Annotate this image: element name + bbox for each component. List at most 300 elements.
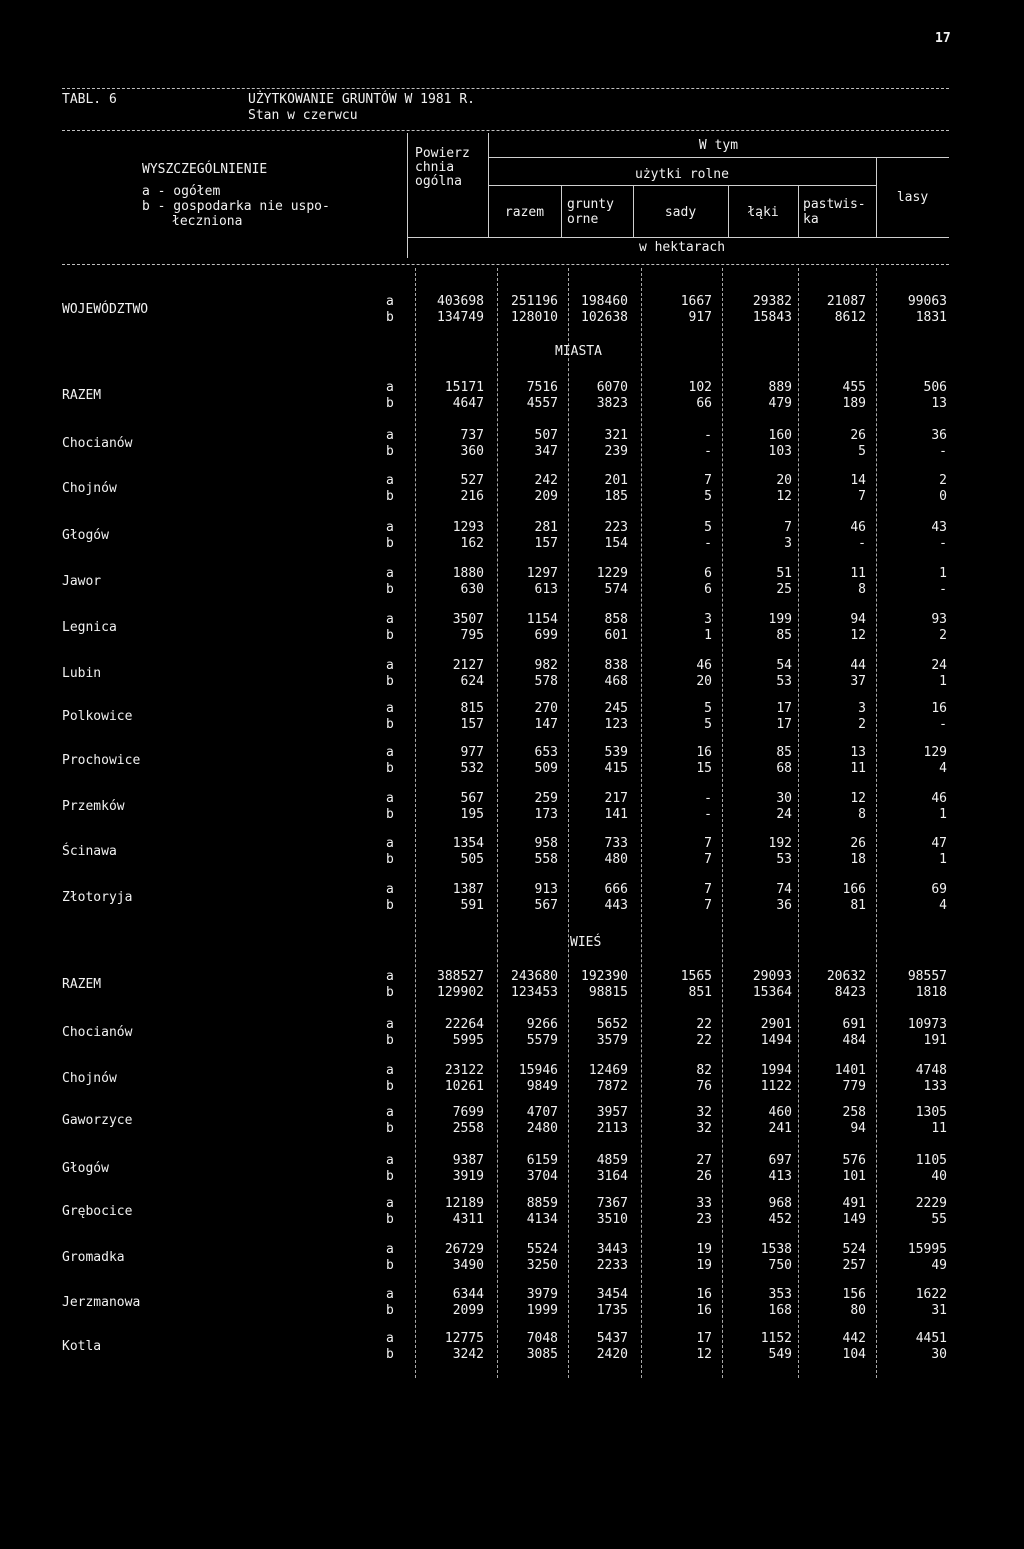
- cell-laki-a: 1538: [760, 1242, 792, 1257]
- cell-grunty-orne-a: 539: [604, 745, 628, 760]
- cell-razem-a: 913: [534, 882, 558, 897]
- cell-grunty-orne-a: 3454: [596, 1287, 628, 1302]
- cell-pastwiska-a: 26: [850, 836, 866, 851]
- cell-razem-a: 270: [534, 701, 558, 716]
- cell-grunty-orne-a: 5437: [596, 1331, 628, 1346]
- cell-grunty-orne-a: 733: [604, 836, 628, 851]
- pastwiska-header-1: pastwis-: [803, 197, 866, 212]
- row-variant-a: a: [386, 1017, 394, 1032]
- cell-lasy-a: 47: [931, 836, 947, 851]
- cell-sady-a: 5: [704, 520, 712, 535]
- cell-pastwiska-a: 3: [858, 701, 866, 716]
- row-name: RAZEM: [62, 388, 102, 403]
- cell-grunty-orne-a: 858: [604, 612, 628, 627]
- cell-grunty-orne-b: 154: [604, 536, 628, 551]
- row-variant-a: a: [386, 380, 394, 395]
- cell-sady-a: 1565: [680, 969, 712, 984]
- cell-sady-a: 46: [696, 658, 712, 673]
- cell-lasy-a: 10973: [907, 1017, 947, 1032]
- cell-area-b: 505: [460, 852, 484, 867]
- cell-area-a: 26729: [444, 1242, 484, 1257]
- cell-lasy-b: 0: [939, 489, 947, 504]
- cell-sady-b: 917: [688, 310, 712, 325]
- cell-grunty-orne-b: 443: [604, 898, 628, 913]
- cell-area-a: 7699: [452, 1105, 484, 1120]
- cell-pastwiska-b: 94: [850, 1121, 866, 1136]
- cell-laki-a: 460: [768, 1105, 792, 1120]
- cell-lasy-a: 1305: [915, 1105, 947, 1120]
- cell-pastwiska-b: 81: [850, 898, 866, 913]
- rule: [561, 186, 562, 237]
- cell-sady-a: 7: [704, 836, 712, 851]
- row-variant-b: b: [386, 310, 394, 325]
- row-variant-b: b: [386, 396, 394, 411]
- cell-razem-b: 4557: [526, 396, 558, 411]
- area-header-2: chnia: [415, 160, 455, 175]
- cell-area-a: 12775: [444, 1331, 484, 1346]
- cell-sady-a: -: [704, 791, 712, 806]
- cell-laki-b: 36: [776, 898, 792, 913]
- row-variant-b: b: [386, 1212, 394, 1227]
- table-label: TABL. 6: [62, 92, 117, 107]
- row-name: Przemków: [62, 799, 125, 814]
- cell-sady-a: 82: [696, 1063, 712, 1078]
- cell-laki-b: 103: [768, 444, 792, 459]
- cell-grunty-orne-b: 3510: [596, 1212, 628, 1227]
- cell-pastwiska-a: 576: [842, 1153, 866, 1168]
- cell-laki-b: 1494: [760, 1033, 792, 1048]
- cell-razem-a: 15946: [518, 1063, 558, 1078]
- cell-area-a: 527: [460, 473, 484, 488]
- cell-razem-a: 982: [534, 658, 558, 673]
- cell-pastwiska-b: 149: [842, 1212, 866, 1227]
- cell-sady-a: 102: [688, 380, 712, 395]
- cell-pastwiska-b: 12: [850, 628, 866, 643]
- cell-sady-b: 7: [704, 852, 712, 867]
- row-variant-a: a: [386, 1153, 394, 1168]
- cell-grunty-orne-b: 2113: [596, 1121, 628, 1136]
- cell-pastwiska-b: 11: [850, 761, 866, 776]
- cell-lasy-b: 31: [931, 1303, 947, 1318]
- row-name: Gromadka: [62, 1250, 125, 1265]
- cell-pastwiska-b: 257: [842, 1258, 866, 1273]
- row-name: Złotoryja: [62, 890, 133, 905]
- row-variant-b: b: [386, 536, 394, 551]
- section-wies: WIEŚ: [570, 935, 602, 950]
- cell-sady-a: 6: [704, 566, 712, 581]
- row-name: Głogów: [62, 1161, 109, 1176]
- cell-area-a: 1387: [452, 882, 484, 897]
- row-variant-a: a: [386, 1105, 394, 1120]
- page-number: 17: [935, 31, 951, 46]
- cell-razem-a: 281: [534, 520, 558, 535]
- cell-grunty-orne-b: 3823: [596, 396, 628, 411]
- cell-lasy-a: 2229: [915, 1196, 947, 1211]
- cell-grunty-orne-b: 123: [604, 717, 628, 732]
- cell-lasy-b: 1: [939, 674, 947, 689]
- cell-laki-b: 479: [768, 396, 792, 411]
- cell-sady-a: 3: [704, 612, 712, 627]
- cell-lasy-a: 4451: [915, 1331, 947, 1346]
- cell-laki-b: 750: [768, 1258, 792, 1273]
- cell-area-b: 624: [460, 674, 484, 689]
- cell-pastwiska-a: 156: [842, 1287, 866, 1302]
- cell-razem-a: 251196: [511, 294, 558, 309]
- cell-pastwiska-b: 101: [842, 1169, 866, 1184]
- cell-lasy-a: 99063: [907, 294, 947, 309]
- row-variant-a: a: [386, 1331, 394, 1346]
- row-name: Lubin: [62, 666, 102, 681]
- row-variant-a: a: [386, 969, 394, 984]
- cell-sady-a: 5: [704, 701, 712, 716]
- cell-pastwiska-b: 8: [858, 582, 866, 597]
- cell-razem-a: 958: [534, 836, 558, 851]
- cell-lasy-b: 1831: [915, 310, 947, 325]
- cell-laki-b: 85: [776, 628, 792, 643]
- cell-area-b: 532: [460, 761, 484, 776]
- cell-laki-a: 30: [776, 791, 792, 806]
- row-variant-b: b: [386, 807, 394, 822]
- cell-razem-b: 509: [534, 761, 558, 776]
- top-rule: [62, 88, 949, 89]
- cell-sady-a: -: [704, 428, 712, 443]
- cell-razem-b: 1999: [526, 1303, 558, 1318]
- cell-pastwiska-a: 166: [842, 882, 866, 897]
- row-name: WOJEWÓDZTWO: [62, 302, 149, 317]
- cell-sady-b: 7: [704, 898, 712, 913]
- cell-lasy-a: 69: [931, 882, 947, 897]
- cell-grunty-orne-a: 7367: [596, 1196, 628, 1211]
- cell-lasy-b: -: [939, 582, 947, 597]
- cell-lasy-a: 2: [939, 473, 947, 488]
- cell-lasy-b: 30: [931, 1347, 947, 1362]
- cell-lasy-a: 98557: [907, 969, 947, 984]
- row-variant-a: a: [386, 745, 394, 760]
- row-name: Chojnów: [62, 1071, 117, 1086]
- cell-area-a: 815: [460, 701, 484, 716]
- cell-pastwiska-b: 189: [842, 396, 866, 411]
- row-variant-a: a: [386, 612, 394, 627]
- cell-lasy-b: 133: [923, 1079, 947, 1094]
- cell-grunty-orne-a: 4859: [596, 1153, 628, 1168]
- cell-area-b: 129902: [437, 985, 484, 1000]
- row-name: Chocianów: [62, 436, 133, 451]
- w-tym-header: W tym: [698, 138, 739, 153]
- cell-razem-b: 613: [534, 582, 558, 597]
- cell-lasy-b: 49: [931, 1258, 947, 1273]
- row-variant-a: a: [386, 294, 394, 309]
- unit-header: w hektarach: [638, 240, 726, 255]
- cell-pastwiska-a: 691: [842, 1017, 866, 1032]
- cell-laki-b: 53: [776, 674, 792, 689]
- cell-area-b: 630: [460, 582, 484, 597]
- cell-pastwiska-b: 80: [850, 1303, 866, 1318]
- cell-laki-a: 85: [776, 745, 792, 760]
- cell-laki-a: 20: [776, 473, 792, 488]
- row-name: Jawor: [62, 574, 102, 589]
- cell-sady-b: 12: [696, 1347, 712, 1362]
- cell-pastwiska-a: 14: [850, 473, 866, 488]
- cell-grunty-orne-a: 1229: [596, 566, 628, 581]
- cell-razem-b: 9849: [526, 1079, 558, 1094]
- cell-laki-a: 7: [784, 520, 792, 535]
- cell-pastwiska-a: 258: [842, 1105, 866, 1120]
- razem-header: razem: [504, 205, 545, 220]
- cell-laki-b: 12: [776, 489, 792, 504]
- row-variant-a: a: [386, 791, 394, 806]
- header-top-rule: [62, 130, 949, 131]
- cell-razem-b: 347: [534, 444, 558, 459]
- cell-pastwiska-a: 12: [850, 791, 866, 806]
- row-variant-b: b: [386, 985, 394, 1000]
- lasy-header: lasy: [896, 190, 929, 205]
- cell-pastwiska-a: 21087: [826, 294, 866, 309]
- cell-grunty-orne-a: 5652: [596, 1017, 628, 1032]
- cell-sady-a: 32: [696, 1105, 712, 1120]
- cell-grunty-orne-b: 3164: [596, 1169, 628, 1184]
- row-variant-a: a: [386, 1242, 394, 1257]
- cell-razem-a: 1297: [526, 566, 558, 581]
- cell-razem-a: 507: [534, 428, 558, 443]
- cell-area-b: 3490: [452, 1258, 484, 1273]
- cell-razem-b: 5579: [526, 1033, 558, 1048]
- row-name: Legnica: [62, 620, 117, 635]
- cell-razem-b: 558: [534, 852, 558, 867]
- row-variant-a: a: [386, 428, 394, 443]
- cell-area-a: 23122: [444, 1063, 484, 1078]
- cell-area-a: 1293: [452, 520, 484, 535]
- cell-area-a: 737: [460, 428, 484, 443]
- cell-lasy-b: 1: [939, 852, 947, 867]
- cell-area-a: 567: [460, 791, 484, 806]
- cell-laki-a: 17: [776, 701, 792, 716]
- row-name: Prochowice: [62, 753, 141, 768]
- cell-grunty-orne-a: 3957: [596, 1105, 628, 1120]
- cell-laki-b: 3: [784, 536, 792, 551]
- row-variant-a: a: [386, 1063, 394, 1078]
- cell-area-b: 195: [460, 807, 484, 822]
- row-variant-a: a: [386, 658, 394, 673]
- cell-grunty-orne-a: 6070: [596, 380, 628, 395]
- cell-grunty-orne-b: 468: [604, 674, 628, 689]
- row-variant-b: b: [386, 1121, 394, 1136]
- row-variant-a: a: [386, 882, 394, 897]
- cell-area-a: 388527: [437, 969, 484, 984]
- row-variant-a: a: [386, 520, 394, 535]
- cell-pastwiska-b: 18: [850, 852, 866, 867]
- cell-laki-b: 452: [768, 1212, 792, 1227]
- cell-pastwiska-a: 44: [850, 658, 866, 673]
- cell-razem-a: 9266: [526, 1017, 558, 1032]
- cell-pastwiska-a: 13: [850, 745, 866, 760]
- cell-razem-a: 8859: [526, 1196, 558, 1211]
- cell-pastwiska-a: 491: [842, 1196, 866, 1211]
- cell-area-a: 1880: [452, 566, 484, 581]
- cell-lasy-b: 1: [939, 807, 947, 822]
- cell-pastwiska-a: 20632: [826, 969, 866, 984]
- cell-laki-b: 24: [776, 807, 792, 822]
- cell-razem-a: 243680: [511, 969, 558, 984]
- cell-razem-b: 157: [534, 536, 558, 551]
- cell-laki-b: 241: [768, 1121, 792, 1136]
- cell-razem-a: 5524: [526, 1242, 558, 1257]
- cell-laki-b: 53: [776, 852, 792, 867]
- cell-grunty-orne-a: 838: [604, 658, 628, 673]
- cell-laki-b: 1122: [760, 1079, 792, 1094]
- cell-laki-b: 168: [768, 1303, 792, 1318]
- rule: [407, 237, 949, 238]
- cell-grunty-orne-b: 239: [604, 444, 628, 459]
- row-variant-a: a: [386, 1196, 394, 1211]
- cell-sady-b: 16: [696, 1303, 712, 1318]
- row-variant-b: b: [386, 898, 394, 913]
- cell-pastwiska-b: 7: [858, 489, 866, 504]
- cell-laki-b: 25: [776, 582, 792, 597]
- row-variant-b: b: [386, 852, 394, 867]
- cell-sady-b: 851: [688, 985, 712, 1000]
- cell-area-b: 4647: [452, 396, 484, 411]
- rule: [488, 157, 949, 158]
- cell-pastwiska-b: 104: [842, 1347, 866, 1362]
- cell-laki-a: 353: [768, 1287, 792, 1302]
- cell-area-a: 6344: [452, 1287, 484, 1302]
- cell-sady-a: 22: [696, 1017, 712, 1032]
- cell-pastwiska-b: 37: [850, 674, 866, 689]
- cell-grunty-orne-a: 198460: [581, 294, 628, 309]
- cell-lasy-a: 1: [939, 566, 947, 581]
- cell-grunty-orne-b: 7872: [596, 1079, 628, 1094]
- cell-area-a: 15171: [444, 380, 484, 395]
- cell-pastwiska-b: 8423: [834, 985, 866, 1000]
- cell-razem-a: 7516: [526, 380, 558, 395]
- row-variant-b: b: [386, 489, 394, 504]
- row-variant-b: b: [386, 761, 394, 776]
- cell-grunty-orne-b: 574: [604, 582, 628, 597]
- cell-area-a: 12189: [444, 1196, 484, 1211]
- cell-lasy-a: 43: [931, 520, 947, 535]
- cell-area-b: 795: [460, 628, 484, 643]
- stub-legend-a: a - ogółem: [142, 184, 221, 199]
- cell-area-b: 162: [460, 536, 484, 551]
- row-variant-b: b: [386, 1303, 394, 1318]
- cell-razem-a: 1154: [526, 612, 558, 627]
- row-name: RAZEM: [62, 977, 102, 992]
- grunty-header-1: grunty: [567, 197, 614, 212]
- cell-pastwiska-b: 5: [858, 444, 866, 459]
- cell-sady-b: 1: [704, 628, 712, 643]
- cell-laki-b: 15364: [752, 985, 792, 1000]
- row-variant-b: b: [386, 582, 394, 597]
- cell-grunty-orne-b: 415: [604, 761, 628, 776]
- cell-grunty-orne-a: 12469: [588, 1063, 628, 1078]
- cell-sady-b: 32: [696, 1121, 712, 1136]
- cell-sady-a: 7: [704, 473, 712, 488]
- cell-sady-b: -: [704, 444, 712, 459]
- cell-razem-b: 567: [534, 898, 558, 913]
- cell-area-a: 3507: [452, 612, 484, 627]
- cell-sady-b: 19: [696, 1258, 712, 1273]
- cell-grunty-orne-b: 102638: [581, 310, 628, 325]
- cell-pastwiska-a: 455: [842, 380, 866, 395]
- row-variant-b: b: [386, 628, 394, 643]
- pastwiska-header-2: ka: [803, 212, 819, 227]
- cell-laki-a: 889: [768, 380, 792, 395]
- stub-title: WYSZCZEGÓLNIENIE: [142, 162, 268, 177]
- cell-lasy-b: 2: [939, 628, 947, 643]
- cell-sady-b: 23: [696, 1212, 712, 1227]
- cell-laki-a: 74: [776, 882, 792, 897]
- cell-lasy-b: 4: [939, 761, 947, 776]
- cell-sady-b: 6: [704, 582, 712, 597]
- row-variant-b: b: [386, 1347, 394, 1362]
- cell-lasy-b: 40: [931, 1169, 947, 1184]
- uzytki-rolne-header: użytki rolne: [635, 167, 729, 182]
- area-header-1: Powierz: [415, 146, 470, 161]
- cell-area-b: 2099: [452, 1303, 484, 1318]
- stub-legend-b: b - gospodarka nie uspo-: [142, 199, 330, 214]
- cell-pastwiska-a: 442: [842, 1331, 866, 1346]
- cell-grunty-orne-a: 217: [604, 791, 628, 806]
- cell-razem-a: 242: [534, 473, 558, 488]
- cell-laki-a: 51: [776, 566, 792, 581]
- cell-area-b: 360: [460, 444, 484, 459]
- cell-grunty-orne-b: 601: [604, 628, 628, 643]
- cell-laki-a: 697: [768, 1153, 792, 1168]
- row-name: Jerzmanowa: [62, 1295, 141, 1310]
- cell-area-b: 5995: [452, 1033, 484, 1048]
- cell-area-b: 216: [460, 489, 484, 504]
- cell-area-b: 591: [460, 898, 484, 913]
- cell-laki-a: 192: [768, 836, 792, 851]
- cell-sady-a: 16: [696, 745, 712, 760]
- row-variant-b: b: [386, 717, 394, 732]
- row-variant-a: a: [386, 473, 394, 488]
- row-name: Kotla: [62, 1339, 102, 1354]
- cell-area-b: 157: [460, 717, 484, 732]
- cell-sady-a: 7: [704, 882, 712, 897]
- cell-grunty-orne-a: 666: [604, 882, 628, 897]
- cell-laki-b: 413: [768, 1169, 792, 1184]
- row-name: Gaworzyce: [62, 1113, 133, 1128]
- row-variant-a: a: [386, 836, 394, 851]
- rule: [798, 186, 799, 237]
- row-name: Grębocice: [62, 1204, 133, 1219]
- cell-grunty-orne-a: 321: [604, 428, 628, 443]
- cell-laki-a: 160: [768, 428, 792, 443]
- cell-grunty-orne-a: 223: [604, 520, 628, 535]
- cell-area-a: 403698: [437, 294, 484, 309]
- rule: [488, 185, 876, 186]
- cell-sady-b: -: [704, 807, 712, 822]
- row-variant-b: b: [386, 1258, 394, 1273]
- cell-area-a: 2127: [452, 658, 484, 673]
- row-variant-b: b: [386, 1169, 394, 1184]
- cell-laki-a: 199: [768, 612, 792, 627]
- cell-lasy-a: 1622: [915, 1287, 947, 1302]
- cell-area-a: 977: [460, 745, 484, 760]
- cell-sady-b: 5: [704, 717, 712, 732]
- cell-pastwiska-a: 1401: [834, 1063, 866, 1078]
- cell-razem-b: 3250: [526, 1258, 558, 1273]
- row-name: Chocianów: [62, 1025, 133, 1040]
- cell-grunty-orne-a: 192390: [581, 969, 628, 984]
- cell-pastwiska-b: -: [858, 536, 866, 551]
- cell-razem-a: 7048: [526, 1331, 558, 1346]
- cell-sady-b: 20: [696, 674, 712, 689]
- cell-sady-a: 33: [696, 1196, 712, 1211]
- cell-grunty-orne-a: 3443: [596, 1242, 628, 1257]
- cell-lasy-b: 1818: [915, 985, 947, 1000]
